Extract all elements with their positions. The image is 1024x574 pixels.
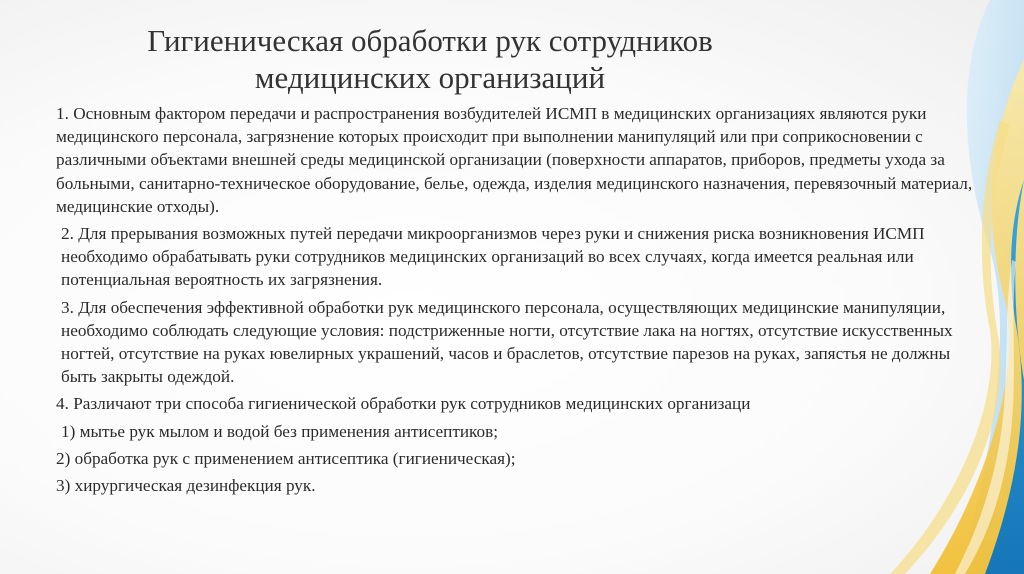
paragraph-2: 2. Для прерывания возможных путей передачи микроорганизмов через руки и снижения риска возникновения ИСМП необходимо обрабатывать руки сотрудников медицинских организаций во всех случаях, когда имеется реальная или потенциальная вероятность их загрязнения. — [61, 224, 925, 290]
title-line-1: Гигиеническая обработки рук сотрудников — [147, 23, 713, 58]
paragraph-1: 1. Основным фактором передачи и распространения возбудителей ИСМП в медицинских организациях являются руки медицинского персонала, загрязнение которых происходит при выполнении манипуляций или при соприкосновении с различными объектами внешней среды медицинской организации (поверхности аппаратов, приборов, предметы ухода за больными, санитарно-техническое оборудование, белье, одежда, изделия медицинского назначения, перевязочный материал, медицинские отходы). — [56, 104, 973, 216]
paragraph-3: 3. Для обеспечения эффективной обработки рук медицинского персонала, осуществляющих медицинские манипуляции, необходимо соблюдать следующие условия: подстриженные ногти, отсутствие лака на ногтях, отсутствие искусственных ногтей, отсутствие на руках ювелирных украшений, часов и браслетов, отсутствие парезов на руках, запястья не должны быть закрыты одеждой. — [61, 297, 953, 387]
list-item-2: 2) обработка рук с применением антисептика (гигиеническая); — [56, 448, 516, 468]
page-title — [130, 22, 730, 96]
paragraph-4: 4. Различают три способа гигиенической обработки рук сотрудников медицинских организаци — [56, 394, 751, 414]
list-item-1: 1) мытье рук мылом и водой без применения антисептиков; — [61, 421, 499, 441]
list-item-3: 3) хирургическая дезинфекция рук. — [56, 476, 316, 496]
slide-body — [56, 102, 976, 501]
title-line-2: медицинских организаций — [254, 60, 606, 95]
